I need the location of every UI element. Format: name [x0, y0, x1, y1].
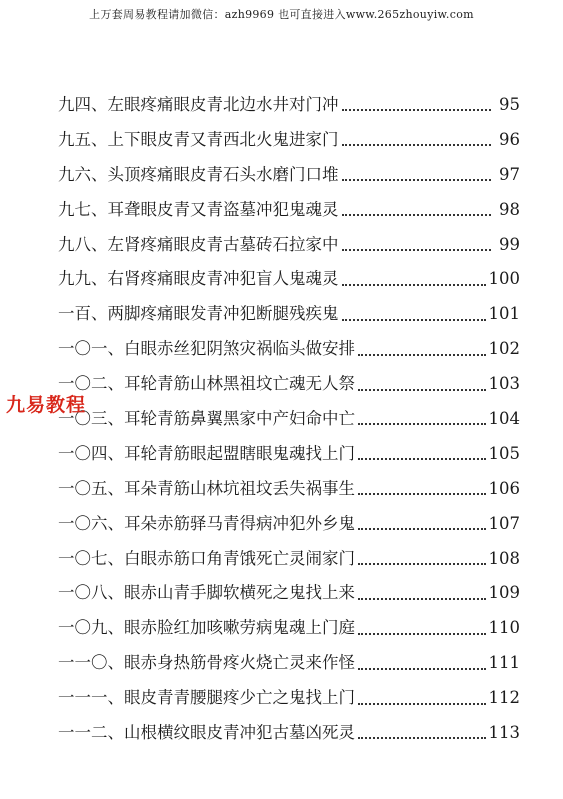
toc-entry-title: 九五、上下眼皮青又青西北火鬼进家门: [58, 129, 339, 149]
toc-entry: [58, 402, 520, 437]
toc-entry-page: 106: [488, 478, 520, 498]
toc-entry-title: 一一〇、眼赤身热筋骨疼火烧亡灵来作怪: [58, 653, 355, 673]
toc-entry-page: 112: [488, 688, 520, 708]
toc-entry: [58, 507, 520, 542]
leader-dots: [358, 458, 486, 460]
toc-entry-page: 113: [488, 723, 520, 743]
toc-entry-page: 107: [488, 513, 520, 533]
leader-dots: [358, 354, 486, 356]
leader-dots: [358, 423, 486, 425]
leader-dots: [342, 249, 492, 251]
toc-entry: [58, 681, 520, 716]
toc-entry-title: 一一二、山根横纹眼皮青冲犯古墓凶死灵: [58, 723, 355, 743]
toc-entry-title: 一〇六、耳朵赤筋驿马青得病冲犯外乡鬼: [58, 513, 355, 533]
toc-entry-page: 110: [488, 618, 520, 638]
toc-entry: [58, 123, 520, 158]
toc-entry-title: 一〇八、眼赤山青手脚软横死之鬼找上来: [58, 583, 355, 603]
toc-entry-title: 一〇三、耳轮青筋鼻翼黑家中产妇命中亡: [58, 409, 355, 429]
toc-entry-title: 九四、左眼疼痛眼皮青北边水井对门冲: [58, 95, 339, 114]
leader-dots: [342, 179, 492, 181]
toc-entry: [58, 262, 520, 297]
table-of-contents: [58, 88, 520, 751]
toc-entry-page: 96: [499, 129, 520, 149]
toc-entry: [58, 472, 520, 507]
watermark-logo: 九易教程: [6, 394, 87, 416]
toc-entry: [58, 367, 520, 402]
toc-entry: [58, 158, 520, 193]
toc-entry-page: 98: [499, 199, 520, 219]
toc-entry: [58, 542, 520, 577]
toc-entry-page: 102: [488, 339, 520, 359]
toc-entry-title: 一〇一、白眼赤丝犯阴煞灾祸临头做安排: [58, 339, 355, 359]
toc-entry-page: 108: [488, 548, 520, 568]
leader-dots: [358, 389, 486, 391]
toc-entry-page: 95: [499, 95, 520, 114]
toc-entry: [58, 228, 520, 263]
toc-entry: [58, 437, 520, 472]
toc-entry-title: 九七、耳聋眼皮青又青盗墓冲犯鬼魂灵: [58, 199, 339, 219]
leader-dots: [342, 144, 492, 146]
toc-entry-page: 101: [488, 304, 520, 324]
toc-entry: [58, 332, 520, 367]
leader-dots: [358, 668, 486, 670]
leader-dots: [358, 737, 486, 739]
leader-dots: [358, 703, 486, 705]
toc-entry-title: 九九、右肾疼痛眼皮青冲犯盲人鬼魂灵: [58, 269, 339, 289]
toc-entry: [58, 716, 520, 751]
leader-dots: [358, 563, 486, 565]
toc-entry-page: 97: [499, 164, 520, 184]
toc-entry: [58, 88, 520, 123]
leader-dots: [358, 598, 486, 600]
leader-dots: [358, 633, 486, 635]
toc-entry: [58, 193, 520, 228]
leader-dots: [358, 528, 486, 530]
toc-entry: [58, 297, 520, 332]
toc-entry: [58, 646, 520, 681]
toc-entry-title: 一〇九、眼赤脸红加咳嗽劳病鬼魂上门庭: [58, 618, 355, 638]
toc-entry-title: 一〇二、耳轮青筋山林黑祖坟亡魂无人祭: [58, 374, 355, 394]
toc-entry-page: 109: [488, 583, 520, 603]
toc-entry-title: 九八、左肾疼痛眼皮青古墓砖石拉家中: [58, 234, 339, 254]
toc-entry-page: 99: [499, 234, 520, 254]
toc-entry: [58, 611, 520, 646]
toc-entry-title: 九六、头顶疼痛眼皮青石头水磨门口堆: [58, 164, 339, 184]
page-header: 上万套周易教程请加微信：azh9969 也可直接进入www.265zhouyiw.com: [89, 8, 474, 21]
toc-entry: [58, 576, 520, 611]
toc-entry-page: 100: [488, 269, 520, 289]
toc-entry-page: 103: [488, 374, 520, 394]
leader-dots: [342, 214, 492, 216]
leader-dots: [358, 493, 486, 495]
leader-dots: [342, 109, 492, 111]
toc-entry-title: 一〇四、耳轮青筋眼起盟瞎眼鬼魂找上门: [58, 443, 355, 463]
toc-entry-page: 105: [488, 443, 520, 463]
leader-dots: [342, 284, 486, 286]
toc-entry-page: 111: [488, 653, 520, 673]
leader-dots: [342, 319, 486, 321]
toc-entry-page: 104: [488, 409, 520, 429]
toc-entry-title: 一〇七、白眼赤筋口角青饿死亡灵闹家门: [58, 548, 355, 568]
toc-entry-title: 一一一、眼皮青青腰腿疼少亡之鬼找上门: [58, 688, 355, 708]
toc-entry-title: 一〇五、耳朵青筋山林坑祖坟丢失祸事生: [58, 478, 355, 498]
toc-entry-title: 一百、两脚疼痛眼发青冲犯断腿残疾鬼: [58, 304, 339, 324]
